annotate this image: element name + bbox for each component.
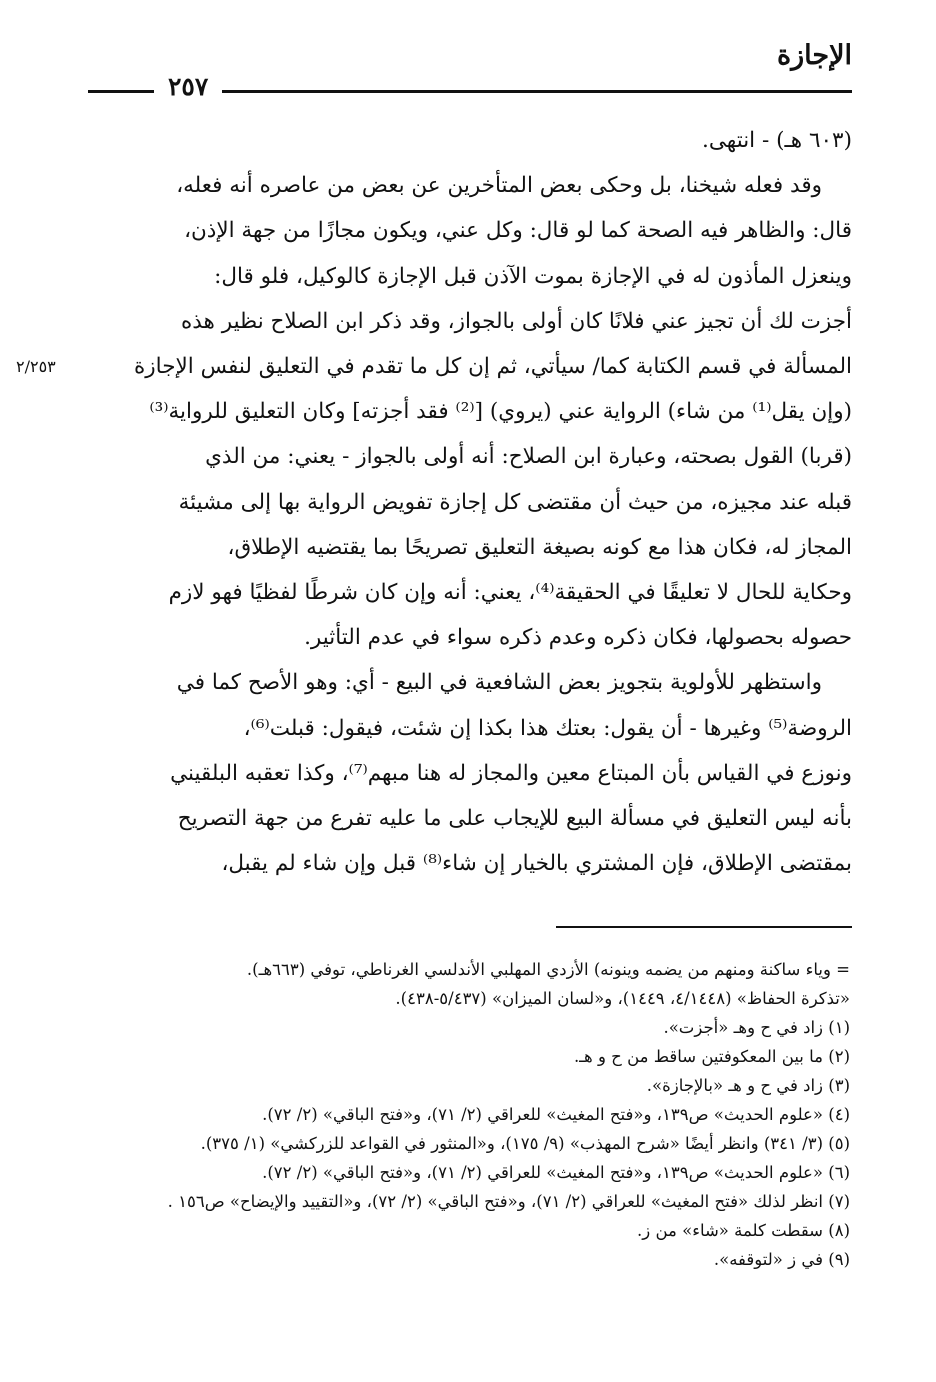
text-line: واستظهر للأولوية بتجويز بعض الشافعية في البيع - أي: وهو الأصح كما في xyxy=(176,670,822,696)
text-line: (٦٠٣ هـ) - انتهى. xyxy=(702,128,852,153)
text-line: وينعزل المأذون له في الإجازة بموت الآذن قبل الإجازة كالوكيل، فلو قال: xyxy=(214,263,852,289)
text-line: قال: والظاهر فيه الصحة كما لو قال: وكل عني، ويكون مجازًا من جهة الإذن، xyxy=(184,218,852,244)
footnote: (٧) انظر لذلك «فتح المغيث» للعراقي (٢/ ٧١)، و«فتح الباقي» (٢/ ٧٢)، و«التقييد والإيضاح» ص١٥٦ . xyxy=(167,1192,850,1211)
text-line: وحكاية للحال لا تعليقًا في الحقيقة⁽⁴⁾، يعني: أنه وإن كان شرطًا لفظيًا فهو لازم xyxy=(168,580,852,606)
text-line: قبله عند مجيزه، من حيث أن مقتضى كل إجازة تفويض الرواية بها إلى مشيئة xyxy=(178,489,852,515)
footnote: (٥) (٣/ ٣٤١) وانظر أيضًا «شرح المهذب» (٩/ ١٧٥)، و«المنثور في القواعد للزركشي» (١/ ٣٧٥). xyxy=(200,1134,850,1153)
footnote: (٩) في ز «لتوقفه». xyxy=(713,1250,850,1269)
footnotes xyxy=(110,955,850,1274)
footnote: (٨) سقطت كلمة «شاء» من ز. xyxy=(637,1221,850,1240)
footnote-continuation: = وياء ساكنة ومنهم من يضمه وينونه) الأزدي المهلبي الأندلسي الغرناطي، توفي (٦٦٣هـ). xyxy=(246,960,850,979)
footnote: (١) زاد في ح وهـ «أجزت». xyxy=(663,1018,850,1037)
text-line: المجاز له، فكان هذا مع كونه بصيغة التعليق تصريحًا بما يقتضيه الإطلاق، xyxy=(227,534,852,560)
text-line: وقد فعله شيخنا، بل وحكى بعض المتأخرين عن بعض من عاصره أنه فعله، xyxy=(176,173,822,199)
text-line: حصوله بحصولها، فكان ذكره وعدم ذكره سواء في عدم التأثير. xyxy=(304,625,852,651)
text-line: (قربا) القول بصحته، وعبارة ابن الصلاح: أنه أولى بالجواز - يعني: من الذي xyxy=(205,444,852,470)
text-line: الروضة⁽⁵⁾ وغيرها - أن يقول: بعتك هذا بكذا إن شئت، فيقول: قبلت⁽⁶⁾، xyxy=(243,715,852,741)
text-line: ونوزع في القياس بأن المبتاع معين والمجاز له هنا مبهم⁽⁷⁾، وكذا تعقبه البلقيني xyxy=(170,760,852,786)
text-line: بمقتضى الإطلاق، فإن المشتري بالخيار إن شاء⁽⁸⁾ قبل وإن شاء لم يقبل، xyxy=(221,851,852,877)
page-number: ٢٥٧ xyxy=(154,72,222,101)
text-line: أجزت لك أن تجيز عني فلانًا كان أولى بالجواز، وقد ذكر ابن الصلاح نظير هذه xyxy=(180,308,852,334)
page-header xyxy=(88,34,852,104)
text-line: المسألة في قسم الكتابة كما/ سيأتي، ثم إن كل ما تقدم في التعليق لنفس الإجازة xyxy=(134,354,852,380)
text-line: بأنه ليس التعليق في مسألة البيع للإيجاب على ما عليه تفرع من جهة التصريح xyxy=(177,806,852,832)
footnote-continuation: «تذكرة الحفاظ» (٤/١٤٤٨، ١٤٤٩)، و«لسان الميزان» (٥/٤٣٧-٤٣٨). xyxy=(395,989,850,1008)
footnote: (٦) «علوم الحديث» ص١٣٩، و«فتح المغيث» للعراقي (٢/ ٧١)، و«فتح الباقي» (٢/ ٧٢). xyxy=(262,1163,850,1182)
running-title: الإجازة xyxy=(776,40,852,71)
text-line: (وإن يقل⁽¹⁾ من شاء) الرواية عني (يروي) [⁽²⁾ فقد أجزته] وكان التعليق للرواية⁽³⁾ xyxy=(149,399,852,425)
main-text xyxy=(84,118,852,886)
footnote: (٤) «علوم الحديث» ص١٣٩، و«فتح المغيث» للعراقي (٢/ ٧١)، و«فتح الباقي» (٢/ ٧٢). xyxy=(262,1105,850,1124)
footnote: (٢) ما بين المعكوفتين ساقط من ح و هـ. xyxy=(573,1047,850,1066)
footnote: (٣) زاد في ح و هـ «بالإجازة». xyxy=(646,1076,850,1095)
footnote-divider xyxy=(556,926,852,928)
margin-reference: ٢/٢٥٣ xyxy=(16,357,56,376)
